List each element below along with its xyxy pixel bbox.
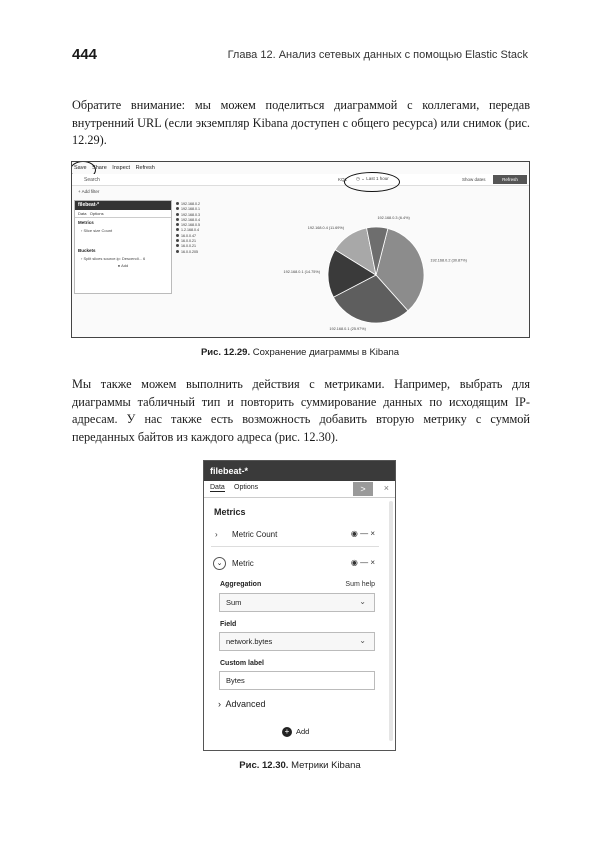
figure-12-29-caption: Рис. 12.29. Сохранение диаграммы в Kibana [200, 347, 400, 358]
scrollbar[interactable] [389, 501, 393, 741]
chevron-down-icon: ⌄ [359, 597, 366, 606]
metrics-heading: Metrics [78, 220, 94, 225]
apply-button[interactable]: > [353, 482, 373, 496]
pie-label: 192.168.0.3 (6.4%) [377, 216, 410, 221]
legend-item[interactable]: 192.168.0.3 [176, 213, 200, 218]
custom-label-label: Custom label [220, 660, 264, 667]
panel-tabs [204, 481, 395, 498]
metric-count-label: Metric Count [232, 530, 278, 539]
advanced-toggle[interactable]: › Advanced [218, 699, 266, 709]
field-select[interactable]: network.bytes ⌄ [219, 632, 375, 651]
legend-dot [176, 244, 179, 247]
legend-item[interactable]: 1.2.168.0.4 [176, 228, 200, 233]
sum-help-link[interactable]: Sum help [345, 581, 375, 588]
menu-save[interactable]: Save [74, 165, 87, 171]
pie-chart [272, 212, 522, 332]
figure-12-30-caption: Рис. 12.30. Метрики Kibana [239, 760, 361, 771]
figure-12-30 [203, 460, 396, 751]
panel-title: filebeat-* [204, 461, 395, 481]
pie-label: 192.168.0.4 (11.69%) [307, 226, 345, 231]
pie-label: 192.168.0.2 (30.87%) [430, 258, 467, 263]
legend-dot [176, 218, 179, 221]
search-placeholder[interactable]: Search [84, 177, 100, 183]
metric-row[interactable] [211, 553, 379, 575]
pie-label: 192.168.0.1 (25.97%) [329, 327, 366, 332]
time-picker[interactable]: ◷ ⌄ Last 1 hour [356, 176, 389, 181]
tab-options[interactable]: Options [89, 211, 104, 216]
field-label: Field [220, 621, 237, 628]
figure-12-29 [71, 161, 530, 338]
close-icon[interactable]: × [383, 483, 389, 493]
add-button[interactable]: + Add [282, 727, 309, 737]
chapter-title: Глава 12. Анализ сетевых данных с помощью Elastic Stack [227, 49, 528, 61]
metric-label: Metric [232, 559, 254, 568]
metrics-heading: Metrics [214, 507, 246, 517]
panel-tabs [75, 210, 171, 218]
add-filter-link[interactable]: + Add filter [78, 189, 100, 194]
legend-item[interactable]: 16.0.0.21 [176, 239, 200, 244]
menu-refresh[interactable]: Refresh [135, 165, 155, 171]
pie-legend [176, 202, 200, 255]
legend-dot [176, 228, 179, 231]
paragraph-2: Мы также можем выполнить действия с метриками. Например, выбрать для диаграммы табличный тип и повторить суммирование данных по исходящим IP-адресам. У нас также есть возможность добавить вторую метрику с суммой переданных байтов из каждого адреса (рис. 12.30). [72, 377, 530, 444]
chevron-down-icon: ⌄ [359, 636, 366, 645]
metric-row-actions[interactable]: ◉ — × [350, 529, 375, 538]
aggregation-select[interactable]: Sum ⌄ [219, 593, 375, 612]
add-button[interactable]: ● Add [117, 263, 129, 268]
panel-title: filebeat-* [75, 201, 171, 210]
aggregation-label: Aggregation [220, 581, 262, 588]
metric-item[interactable]: › Slice size Count [81, 228, 113, 233]
legend-dot [176, 207, 179, 210]
legend-dot [176, 223, 179, 226]
bucket-item[interactable]: › Split slices source.ip: Descendi... 6 [81, 256, 146, 261]
custom-label-input[interactable]: Bytes [219, 671, 375, 690]
chevron-right-icon[interactable]: › [215, 530, 218, 539]
time-value: Last 1 hour [366, 176, 389, 181]
metric-row-actions[interactable]: ◉ — × [350, 558, 375, 567]
highlight-ellipse-time [344, 172, 400, 192]
tab-data[interactable]: Data [210, 484, 225, 491]
tab-data[interactable]: Data [78, 211, 87, 216]
legend-dot [176, 202, 179, 205]
editor-panel [74, 200, 172, 294]
menu-share[interactable]: Share [92, 165, 107, 171]
legend-dot [176, 239, 179, 242]
chevron-down-icon[interactable]: ⌄ [213, 557, 226, 570]
legend-item[interactable]: 16.0.0.21 [176, 244, 200, 249]
page-number: 444 [72, 46, 98, 63]
buckets-heading: Buckets [78, 248, 96, 253]
kql-toggle[interactable]: KQL [338, 177, 348, 182]
menu-inspect[interactable]: Inspect [112, 165, 131, 171]
metric-count-row[interactable] [211, 524, 379, 547]
legend-item[interactable]: 192.168.0.1 [176, 207, 200, 212]
refresh-button[interactable]: Refresh [493, 175, 527, 184]
legend-dot [176, 234, 179, 237]
legend-item[interactable]: 192.168.0.2 [176, 202, 200, 207]
legend-dot [176, 250, 179, 253]
show-dates-link[interactable]: Show dates [462, 177, 486, 182]
legend-item[interactable]: 16.0.0.47 [176, 234, 200, 239]
legend-dot [176, 213, 179, 216]
legend-item[interactable]: 192.168.0.4 [176, 218, 200, 223]
legend-item[interactable]: 192.168.0.5 [176, 223, 200, 228]
pie-label: 192.168.0.1 (14.75%) [283, 269, 321, 274]
tab-options[interactable]: Options [234, 484, 259, 491]
search-bar[interactable] [72, 174, 529, 186]
plus-icon: + [282, 727, 292, 737]
paragraph-1: Обратите внимание: мы можем поделиться диаграммой с коллегами, передав внутренний URL (если экземпляр Kibana доступен с общего ресурса) или снимок (рис. 12.29). [72, 98, 530, 147]
legend-item[interactable]: 16.0.0.205 [176, 250, 200, 255]
